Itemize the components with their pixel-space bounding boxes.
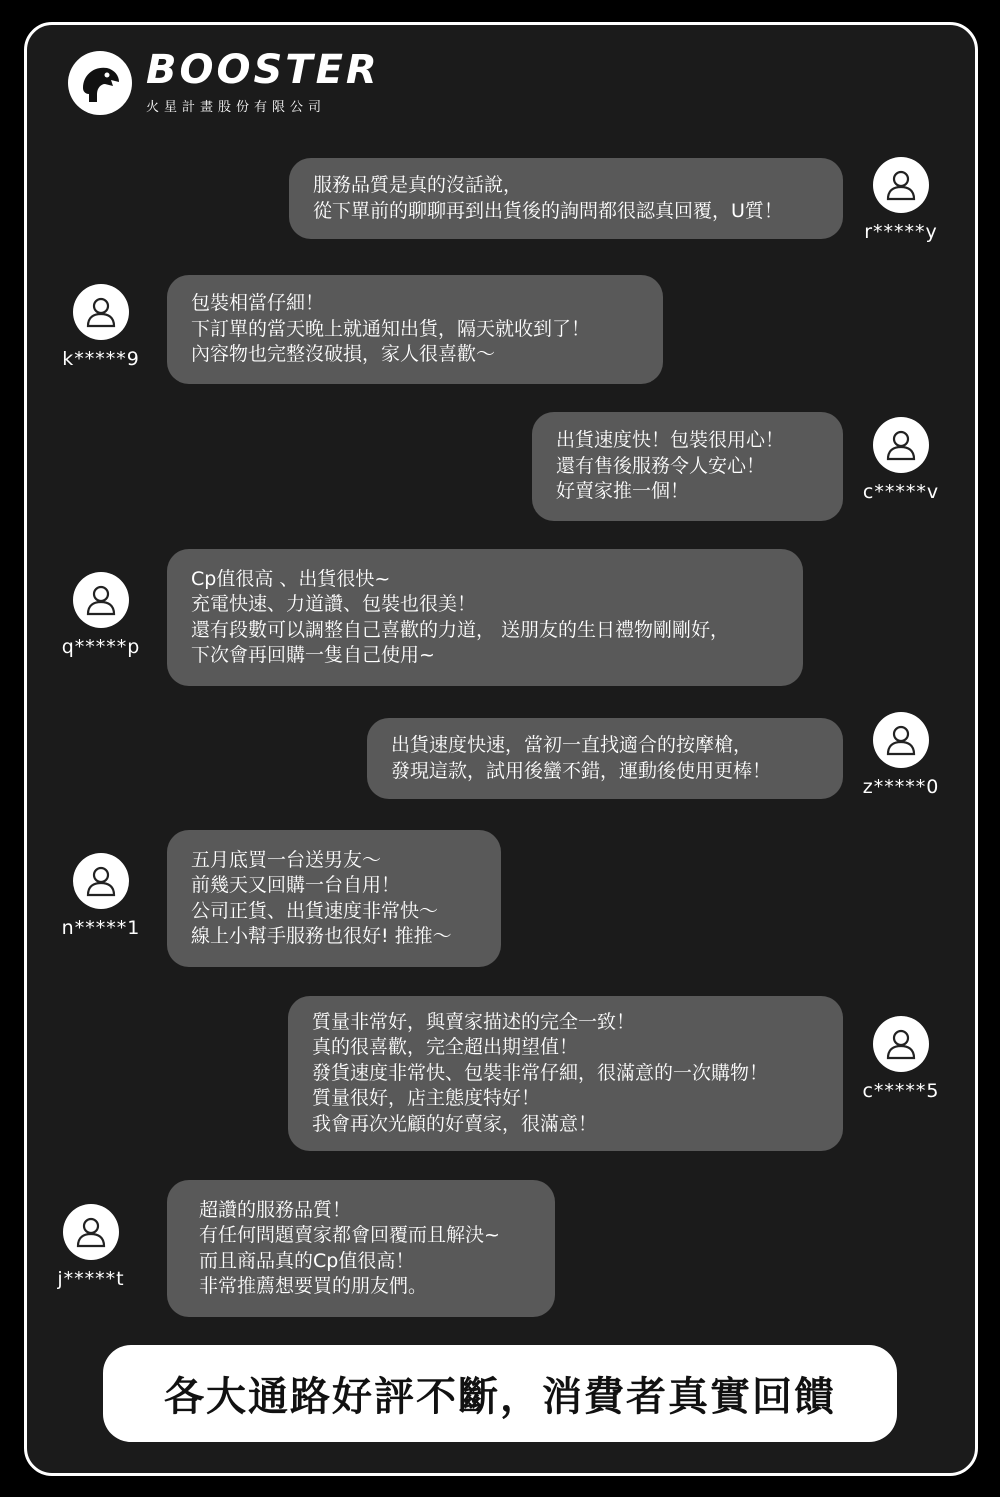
review-line: 服務品質是真的沒話說， [313, 174, 523, 196]
review-bubble [289, 158, 843, 239]
review-line: 公司正貨、出貨速度非常快～ [191, 899, 439, 922]
review-line: 出貨速度快！包裝很用心！ [556, 429, 785, 452]
reviewer [856, 712, 946, 798]
reviewer [856, 157, 946, 243]
review-line: 下訂單的當天晚上就通知出貨，隔天就收到了！ [191, 317, 591, 340]
review-line: 出貨速度快速，當初一直找適合的按摩槍， [391, 734, 753, 756]
brand-subtitle: 火星計畫股份有限公司 [146, 100, 327, 115]
review-line: 內容物也完整沒破損，家人很喜歡～ [191, 343, 496, 366]
user-icon [873, 417, 929, 473]
reviewer-name: n*****1 [61, 917, 141, 939]
review-line: 線上小幫手服務也很好! 推推～ [191, 925, 452, 947]
review-bubble [367, 718, 843, 799]
review-bubble [167, 830, 501, 967]
review-line: 我會再次光顧的好賣家，很滿意！ [312, 1112, 598, 1135]
feedback-banner: 各大通路好評不斷，消費者真實回饋 [103, 1345, 897, 1442]
reviewer-name: z*****0 [862, 776, 940, 798]
reviewer-name: j*****t [57, 1268, 125, 1290]
reviewer-name: r*****y [864, 221, 938, 243]
review-bubble [167, 1180, 555, 1317]
reviewer-name: q*****p [61, 636, 141, 658]
brand-logo [68, 47, 380, 115]
review-line: 超讚的服務品質！ [199, 1198, 352, 1221]
brand-name: BOOSTER [146, 47, 380, 93]
review-line: 質量非常好，與賣家描述的完全一致！ [312, 1010, 636, 1033]
reviewer [56, 853, 146, 939]
reviewer [56, 572, 146, 658]
user-icon [873, 712, 929, 768]
review-line: 前幾天又回購一台自用！ [191, 874, 401, 896]
review-bubble [167, 549, 803, 686]
reviewer [856, 417, 946, 503]
reviewer [46, 1204, 136, 1290]
user-icon [873, 157, 929, 213]
review-line: 有任何問題賣家都會回覆而且解決~ [199, 1224, 500, 1246]
reviewer [856, 1016, 946, 1102]
review-line: Cp值很高 、出貨很快~ [191, 567, 391, 590]
review-line: 好賣家推一個！ [556, 480, 690, 503]
review-line: 發現這款，試用後蠻不錯，運動後使用更棒！ [391, 759, 772, 782]
review-line: 質量很好，店主態度特好！ [312, 1087, 541, 1110]
eagle-logo-icon [68, 51, 132, 115]
reviewer-name: k*****9 [62, 348, 140, 370]
reviewer-name: c*****v [862, 481, 940, 503]
user-icon [73, 853, 129, 909]
review-line: 真的很喜歡，完全超出期望值！ [312, 1036, 579, 1059]
user-icon [73, 572, 129, 628]
user-icon [63, 1204, 119, 1260]
review-line: 而且商品真的Cp值很高！ [199, 1249, 415, 1272]
reviewer [56, 284, 146, 370]
review-line: 還有售後服務令人安心！ [556, 454, 766, 477]
review-bubble [167, 275, 663, 384]
user-icon [73, 284, 129, 340]
review-line: 還有段數可以調整自己喜歡的力道， 送朋友的生日禮物剛剛好， [191, 618, 730, 641]
review-line: 從下單前的聊聊再到出貨後的詢問都很認真回覆，U質！ [313, 199, 783, 222]
review-line: 非常推薦想要買的朋友們。 [199, 1275, 428, 1297]
user-icon [873, 1016, 929, 1072]
review-bubble [288, 996, 843, 1151]
review-bubble [532, 412, 843, 521]
review-line: 下次會再回購一隻自己使用~ [191, 644, 435, 666]
reviewer-name: c*****5 [862, 1080, 940, 1102]
review-line: 包裝相當仔細！ [191, 292, 325, 315]
review-line: 充電快速、力道讚、包裝也很美！ [191, 593, 477, 615]
review-line: 五月底買一台送男友～ [191, 848, 382, 871]
review-line: 發貨速度非常快、包裝非常仔細，很滿意的一次購物！ [312, 1061, 769, 1084]
